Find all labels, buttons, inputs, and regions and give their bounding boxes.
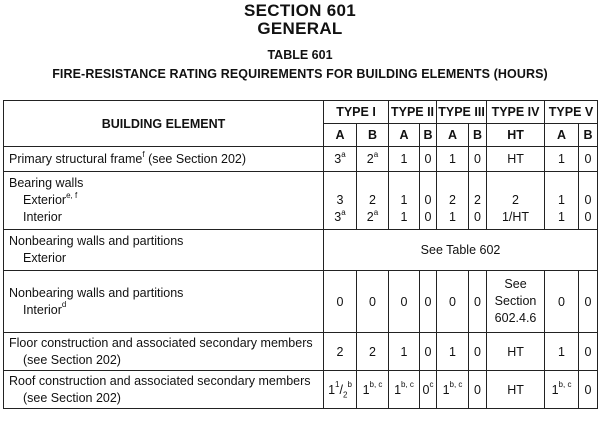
table-cell: 2: [357, 333, 389, 371]
table-cell: 0: [357, 271, 389, 333]
table-cell: 1$^{b, c}$: [437, 371, 469, 409]
table-cell: 2: [324, 333, 357, 371]
table-cell: HT: [487, 333, 545, 371]
building-element-header: BUILDING ELEMENT: [4, 101, 324, 147]
table-cell: $1^1/_2^b$: [324, 371, 357, 409]
subtype-header: A: [389, 124, 420, 147]
table-cell: 3$^a$: [324, 147, 357, 172]
subtype-header: B: [420, 124, 437, 147]
table-row: [4, 271, 598, 333]
row-label: Bearing walls Exterior$^{e, f}$ Interior: [4, 172, 324, 230]
subtype-header: A: [437, 124, 469, 147]
table-row: [4, 371, 598, 409]
table-cell: 0$^c$: [420, 371, 437, 409]
table-cell: 0 0: [579, 172, 598, 230]
table-cell: 0: [324, 271, 357, 333]
row-label: Nonbearing walls and partitions Interior$^d$: [4, 271, 324, 333]
section-heading: SECTION 601: [244, 1, 356, 20]
table-cell: 0: [469, 147, 487, 172]
table-cell: HT: [487, 371, 545, 409]
table-cell: 0 0: [420, 172, 437, 230]
table-cell: 1: [545, 333, 579, 371]
subtype-header: B: [469, 124, 487, 147]
table-cell: 2 1/HT: [487, 172, 545, 230]
table-cell: 1 1: [545, 172, 579, 230]
table-cell: 1$^{b, c}$: [357, 371, 389, 409]
table-cell: 3 3$^a$: [324, 172, 357, 230]
table-row: [4, 172, 598, 230]
table-cell: 1$^{b, c}$: [545, 371, 579, 409]
section-subtitle: GENERAL: [257, 19, 343, 38]
type-header-row: [4, 101, 598, 124]
row-label: Primary structural frame$^f$ (see Section 202): [4, 147, 324, 172]
table-cell: 1: [389, 147, 420, 172]
table-cell: 0: [579, 147, 598, 172]
table-row: [4, 230, 598, 271]
table-cell: 0: [420, 271, 437, 333]
table-cell: 0: [469, 333, 487, 371]
table-cell: 0: [420, 333, 437, 371]
row-label: Floor construction and associated secondary members (see Section 202): [4, 333, 324, 371]
type-i-header: TYPE I: [324, 101, 389, 124]
table-cell: 1: [389, 333, 420, 371]
table-cell: HT: [487, 147, 545, 172]
table-row: [4, 147, 598, 172]
see-table-602-cell: See Table 602: [324, 230, 598, 271]
table-cell: 1 1: [389, 172, 420, 230]
table-cell: 2 1: [437, 172, 469, 230]
table-title: FIRE-RESISTANCE RATING REQUIREMENTS FOR BUILDING ELEMENTS (HOURS): [52, 67, 548, 81]
table-cell: 2 2$^a$: [357, 172, 389, 230]
subtype-header: A: [545, 124, 579, 147]
table-cell: 1: [545, 147, 579, 172]
type-v-header: TYPE V: [545, 101, 598, 124]
subtype-header: A: [324, 124, 357, 147]
table-cell: 0: [469, 271, 487, 333]
type-iv-header: TYPE IV: [487, 101, 545, 124]
table-cell: 0: [469, 371, 487, 409]
table-cell: 1: [437, 333, 469, 371]
table-cell: 0: [579, 271, 598, 333]
subtype-header: B: [579, 124, 598, 147]
table-cell: 1: [437, 147, 469, 172]
table-cell: 0: [437, 271, 469, 333]
subtype-header: HT: [487, 124, 545, 147]
table-cell: 0: [579, 371, 598, 409]
fire-rating-table: [3, 100, 598, 409]
table-cell: 2$^a$: [357, 147, 389, 172]
table-cell: 2 0: [469, 172, 487, 230]
subtype-header: B: [357, 124, 389, 147]
row-label: Roof construction and associated secondary members (see Section 202): [4, 371, 324, 409]
table-cell: 1$^{b, c}$: [389, 371, 420, 409]
type-ii-header: TYPE II: [389, 101, 437, 124]
table-cell: 0: [389, 271, 420, 333]
type-iii-header: TYPE III: [437, 101, 487, 124]
table-cell: 0: [545, 271, 579, 333]
row-label: Nonbearing walls and partitions Exterior: [4, 230, 324, 271]
table-number: TABLE 601: [267, 48, 333, 62]
table-cell: 0: [420, 147, 437, 172]
table-cell: See Section 602.4.6: [487, 271, 545, 333]
table-row: [4, 333, 598, 371]
table-cell: 0: [579, 333, 598, 371]
